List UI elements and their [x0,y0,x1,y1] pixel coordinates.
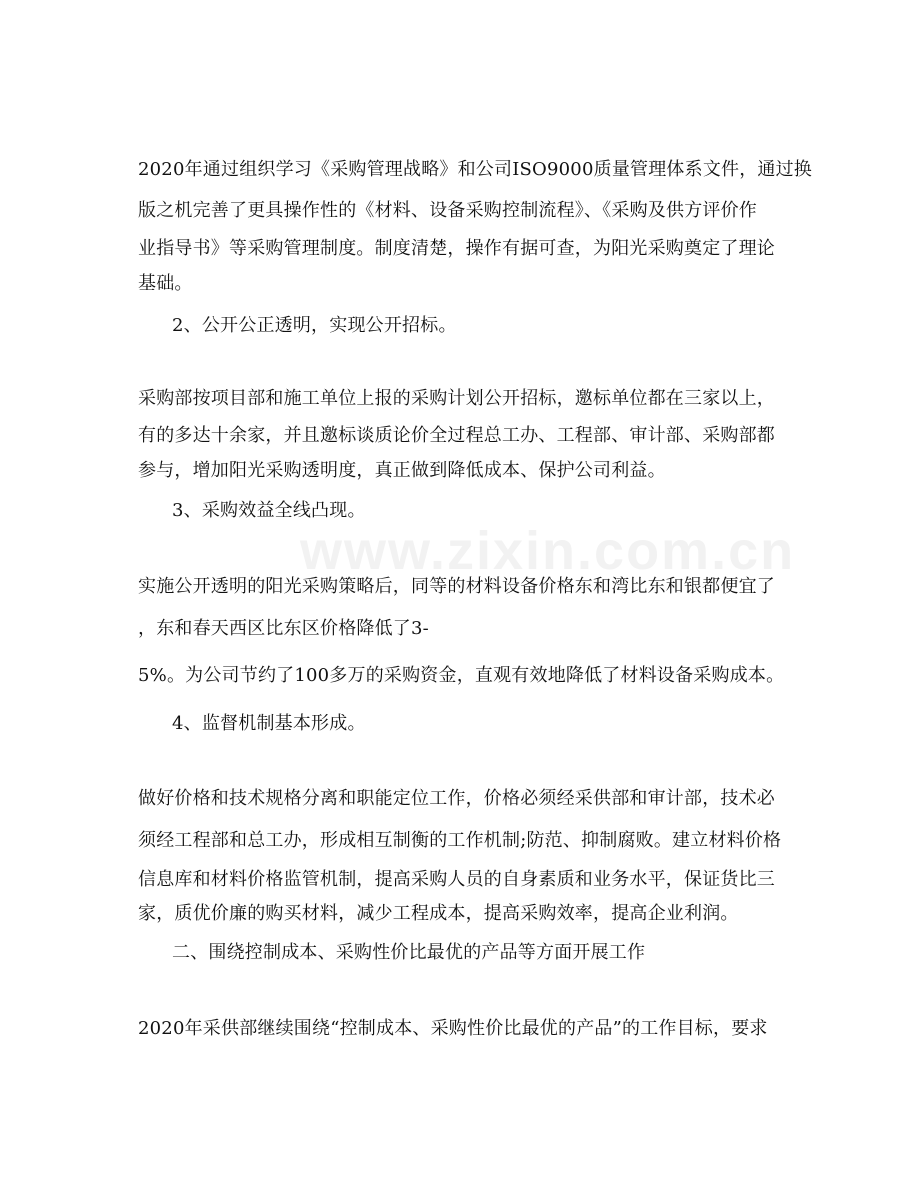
paragraph-3-line-1: 采购部按项目部和施工单位上报的采购计划公开招标，邀标单位都在三家以上， [138,388,775,409]
paragraph-1-line-1: 2020年通过组织学习《采购管理战略》和公司ISO9000质量管理体系文件，通过换 [138,159,813,180]
paragraph-3-line-2: 有的多达十余家，并且邀标谈质论价全过程总工办、工程部、审计部、采购部都 [138,425,775,446]
paragraph-1-line-2: 版之机完善了更具操作性的《材料、设备采购控制流程》、《采购及供方评价作 [138,200,757,221]
paragraph-9-line-1: 2020年采供部继续围绕“控制成本、采购性价比最优的产品”的工作目标，要求 [138,1018,768,1039]
paragraph-5-line-2: ，东和春天西区比东区价格降低了3- [138,618,429,639]
section-heading-2: 二、围绕控制成本、采购性价比最优的产品等方面开展工作 [172,942,646,963]
paragraph-1-line-3: 业指导书》等采购管理制度。制度清楚，操作有据可查，为阳光采购奠定了理论 [138,238,775,259]
paragraph-5-line-1: 实施公开透明的阳光采购策略后，同等的材料设备价格东和湾比东和银都便宜了 [138,576,775,597]
heading-3: 3、采购效益全线凸现。 [172,500,366,521]
watermark: www.zixin.com.cn [300,521,796,581]
heading-4: 4、监督机制基本形成。 [172,713,366,734]
paragraph-7-line-1: 做好价格和技术规格分离和职能定位工作，价格必须经采供部和审计部，技术必 [138,788,775,809]
heading-2: 2、公开公正透明，实现公开招标。 [172,315,457,336]
paragraph-7-line-2: 须经工程部和总工办，形成相互制衡的工作机制;防范、抑制腐败。建立材料价格 [138,830,782,851]
paragraph-5-line-3: 5%。为公司节约了100多万的采购资金，直观有效地降低了材料设备采购成本。 [138,665,785,686]
paragraph-1-line-4: 基础。 [138,273,193,294]
paragraph-7-line-3: 信息库和材料价格监管机制，提高采购人员的自身素质和业务水平，保证货比三 [138,869,775,890]
paragraph-7-line-4: 家，质优价廉的购买材料，减少工程成本，提高采购效率，提高企业利润。 [138,903,739,924]
paragraph-3-line-3: 参与，增加阳光采购透明度，真正做到降低成本、保护公司利益。 [138,460,666,481]
